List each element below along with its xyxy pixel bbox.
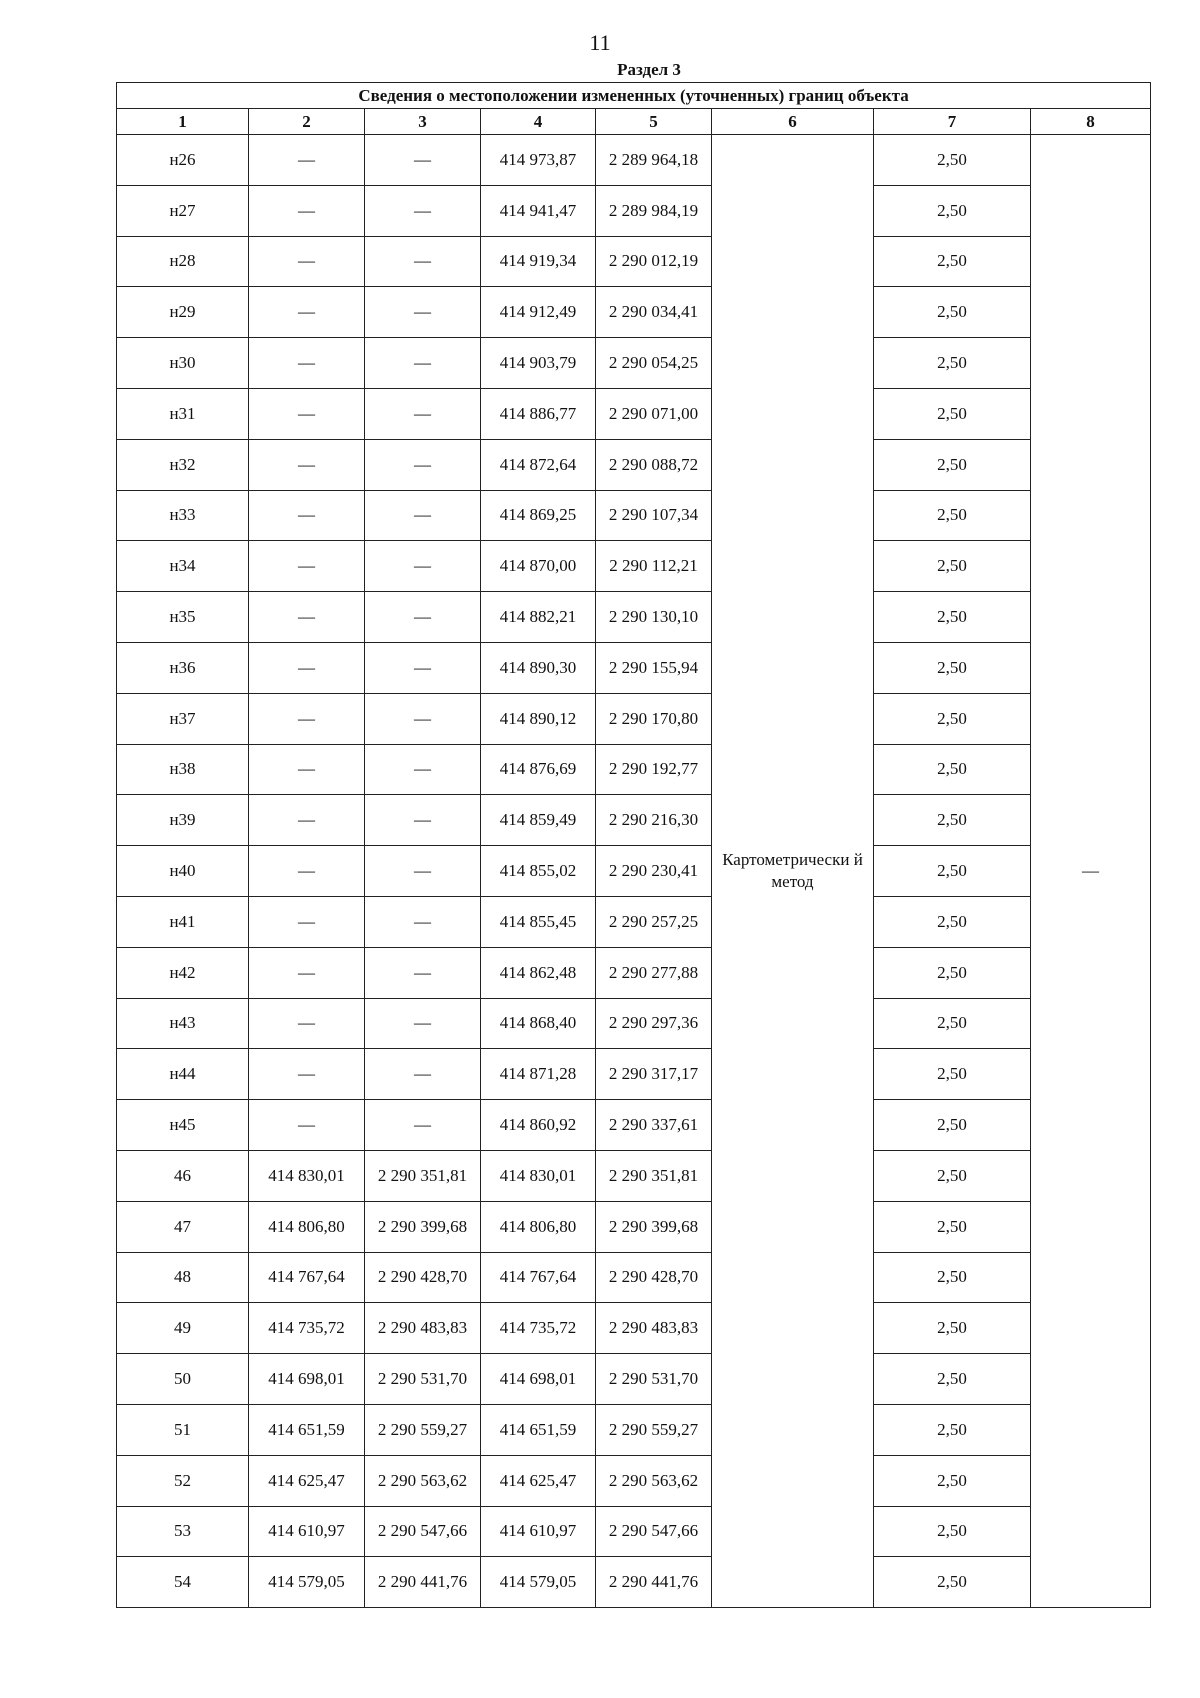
new-y-cell: 2 290 088,72 <box>596 439 712 490</box>
point-id-cell: н32 <box>117 439 249 490</box>
new-y-cell: 2 290 230,41 <box>596 846 712 897</box>
old-y-cell: — <box>365 744 481 795</box>
table-row <box>117 896 1151 947</box>
accuracy-cell: 2,50 <box>874 1354 1031 1405</box>
new-x-cell: 414 870,00 <box>481 541 596 592</box>
new-y-cell: 2 290 034,41 <box>596 287 712 338</box>
old-y-cell: 2 290 441,76 <box>365 1557 481 1608</box>
accuracy-cell: 2,50 <box>874 388 1031 439</box>
table-row <box>117 1354 1151 1405</box>
old-x-cell: 414 610,97 <box>249 1506 365 1557</box>
new-x-cell: 414 890,30 <box>481 642 596 693</box>
new-x-cell: 414 698,01 <box>481 1354 596 1405</box>
point-id-cell: н35 <box>117 592 249 643</box>
column-number-row <box>117 109 1151 135</box>
accuracy-cell: 2,50 <box>874 338 1031 389</box>
table-row <box>117 592 1151 643</box>
old-x-cell: 414 625,47 <box>249 1455 365 1506</box>
accuracy-cell: 2,50 <box>874 135 1031 186</box>
old-y-cell: — <box>365 388 481 439</box>
old-x-cell: — <box>249 236 365 287</box>
old-y-cell: — <box>365 490 481 541</box>
point-id-cell: н33 <box>117 490 249 541</box>
old-y-cell: — <box>365 439 481 490</box>
point-id-cell: н27 <box>117 185 249 236</box>
accuracy-cell: 2,50 <box>874 1100 1031 1151</box>
new-x-cell: 414 872,64 <box>481 439 596 490</box>
new-x-cell: 414 912,49 <box>481 287 596 338</box>
old-x-cell: 414 651,59 <box>249 1404 365 1455</box>
old-x-cell: — <box>249 541 365 592</box>
point-id-cell: 54 <box>117 1557 249 1608</box>
point-id-cell: н26 <box>117 135 249 186</box>
old-x-cell: — <box>249 846 365 897</box>
table-row <box>117 947 1151 998</box>
accuracy-cell: 2,50 <box>874 1303 1031 1354</box>
new-y-cell: 2 290 337,61 <box>596 1100 712 1151</box>
old-x-cell: 414 830,01 <box>249 1150 365 1201</box>
new-y-cell: 2 290 071,00 <box>596 388 712 439</box>
table-row <box>117 1049 1151 1100</box>
new-x-cell: 414 890,12 <box>481 693 596 744</box>
old-y-cell: 2 290 531,70 <box>365 1354 481 1405</box>
point-id-cell: н39 <box>117 795 249 846</box>
old-x-cell: 414 735,72 <box>249 1303 365 1354</box>
old-y-cell: — <box>365 236 481 287</box>
new-y-cell: 2 290 257,25 <box>596 896 712 947</box>
old-x-cell: — <box>249 135 365 186</box>
old-y-cell: — <box>365 185 481 236</box>
point-id-cell: н40 <box>117 846 249 897</box>
old-y-cell: — <box>365 947 481 998</box>
accuracy-cell: 2,50 <box>874 693 1031 744</box>
table-row <box>117 1150 1151 1201</box>
table-row <box>117 795 1151 846</box>
new-y-cell: 2 289 964,18 <box>596 135 712 186</box>
old-y-cell: — <box>365 846 481 897</box>
column-number-6: 6 <box>712 109 874 135</box>
point-id-cell: 52 <box>117 1455 249 1506</box>
point-id-cell: н38 <box>117 744 249 795</box>
new-y-cell: 2 290 428,70 <box>596 1252 712 1303</box>
old-x-cell: — <box>249 947 365 998</box>
point-id-cell: н29 <box>117 287 249 338</box>
old-x-cell: — <box>249 642 365 693</box>
new-x-cell: 414 973,87 <box>481 135 596 186</box>
old-y-cell: — <box>365 693 481 744</box>
new-x-cell: 414 876,69 <box>481 744 596 795</box>
point-id-cell: н30 <box>117 338 249 389</box>
old-x-cell: — <box>249 439 365 490</box>
old-y-cell: — <box>365 287 481 338</box>
old-y-cell: 2 290 428,70 <box>365 1252 481 1303</box>
accuracy-cell: 2,50 <box>874 1506 1031 1557</box>
new-y-cell: 2 290 155,94 <box>596 642 712 693</box>
new-y-cell: 2 290 563,62 <box>596 1455 712 1506</box>
table-row <box>117 1557 1151 1608</box>
old-x-cell: 414 579,05 <box>249 1557 365 1608</box>
new-y-cell: 2 290 441,76 <box>596 1557 712 1608</box>
column-number-8: 8 <box>1031 109 1151 135</box>
new-x-cell: 414 625,47 <box>481 1455 596 1506</box>
table-row <box>117 541 1151 592</box>
table-row <box>117 388 1151 439</box>
table-row <box>117 1506 1151 1557</box>
table-row <box>117 1455 1151 1506</box>
new-y-cell: 2 290 547,66 <box>596 1506 712 1557</box>
new-x-cell: 414 862,48 <box>481 947 596 998</box>
new-y-cell: 2 290 559,27 <box>596 1404 712 1455</box>
table-row <box>117 998 1151 1049</box>
table-row <box>117 693 1151 744</box>
new-x-cell: 414 903,79 <box>481 338 596 389</box>
table-row <box>117 1252 1151 1303</box>
accuracy-cell: 2,50 <box>874 236 1031 287</box>
old-y-cell: 2 290 547,66 <box>365 1506 481 1557</box>
old-y-cell: — <box>365 592 481 643</box>
new-x-cell: 414 855,02 <box>481 846 596 897</box>
old-x-cell: — <box>249 287 365 338</box>
table-row <box>117 287 1151 338</box>
new-x-cell: 414 735,72 <box>481 1303 596 1354</box>
old-x-cell: — <box>249 896 365 947</box>
old-y-cell: — <box>365 541 481 592</box>
table-row <box>117 1303 1151 1354</box>
old-x-cell: — <box>249 998 365 1049</box>
new-y-cell: 2 290 054,25 <box>596 338 712 389</box>
old-x-cell: — <box>249 744 365 795</box>
point-id-cell: н45 <box>117 1100 249 1151</box>
new-y-cell: 2 290 399,68 <box>596 1201 712 1252</box>
accuracy-cell: 2,50 <box>874 490 1031 541</box>
new-x-cell: 414 651,59 <box>481 1404 596 1455</box>
new-x-cell: 414 806,80 <box>481 1201 596 1252</box>
column-number-7: 7 <box>874 109 1031 135</box>
point-id-cell: н42 <box>117 947 249 998</box>
point-id-cell: н37 <box>117 693 249 744</box>
new-x-cell: 414 886,77 <box>481 388 596 439</box>
new-x-cell: 414 869,25 <box>481 490 596 541</box>
table-caption: Сведения о местоположении измененных (уточненных) границ объекта <box>117 83 1151 109</box>
accuracy-cell: 2,50 <box>874 439 1031 490</box>
table-row <box>117 642 1151 693</box>
old-y-cell: — <box>365 795 481 846</box>
accuracy-cell: 2,50 <box>874 185 1031 236</box>
old-y-cell: — <box>365 338 481 389</box>
accuracy-cell: 2,50 <box>874 1049 1031 1100</box>
accuracy-cell: 2,50 <box>874 642 1031 693</box>
page-number: 11 <box>589 30 611 55</box>
new-x-cell: 414 859,49 <box>481 795 596 846</box>
new-y-cell: 2 290 216,30 <box>596 795 712 846</box>
new-y-cell: 2 290 112,21 <box>596 541 712 592</box>
old-x-cell: 414 767,64 <box>249 1252 365 1303</box>
table-row <box>117 338 1151 389</box>
point-id-cell: н41 <box>117 896 249 947</box>
point-id-cell: н28 <box>117 236 249 287</box>
table-row <box>117 490 1151 541</box>
new-y-cell: 2 290 531,70 <box>596 1354 712 1405</box>
old-y-cell: — <box>365 896 481 947</box>
accuracy-cell: 2,50 <box>874 795 1031 846</box>
new-x-cell: 414 855,45 <box>481 896 596 947</box>
column-number-3: 3 <box>365 109 481 135</box>
point-id-cell: 49 <box>117 1303 249 1354</box>
point-id-cell: 48 <box>117 1252 249 1303</box>
old-y-cell: — <box>365 1100 481 1151</box>
old-y-cell: 2 290 399,68 <box>365 1201 481 1252</box>
point-id-cell: 46 <box>117 1150 249 1201</box>
coordinates-table <box>116 82 1151 1608</box>
accuracy-cell: 2,50 <box>874 592 1031 643</box>
old-x-cell: — <box>249 185 365 236</box>
column-number-5: 5 <box>596 109 712 135</box>
accuracy-cell: 2,50 <box>874 1404 1031 1455</box>
new-x-cell: 414 767,64 <box>481 1252 596 1303</box>
point-id-cell: н34 <box>117 541 249 592</box>
table-row <box>117 1100 1151 1151</box>
new-y-cell: 2 290 170,80 <box>596 693 712 744</box>
new-y-cell: 2 290 317,17 <box>596 1049 712 1100</box>
accuracy-cell: 2,50 <box>874 1455 1031 1506</box>
table-row <box>117 439 1151 490</box>
new-x-cell: 414 882,21 <box>481 592 596 643</box>
old-x-cell: — <box>249 338 365 389</box>
old-y-cell: — <box>365 1049 481 1100</box>
table-row <box>117 846 1151 897</box>
new-y-cell: 2 290 012,19 <box>596 236 712 287</box>
old-x-cell: — <box>249 795 365 846</box>
accuracy-cell: 2,50 <box>874 1557 1031 1608</box>
old-x-cell: 414 806,80 <box>249 1201 365 1252</box>
point-id-cell: н31 <box>117 388 249 439</box>
point-id-cell: 47 <box>117 1201 249 1252</box>
accuracy-cell: 2,50 <box>874 896 1031 947</box>
old-x-cell: 414 698,01 <box>249 1354 365 1405</box>
point-id-cell: н36 <box>117 642 249 693</box>
column-number-2: 2 <box>249 109 365 135</box>
old-x-cell: — <box>249 693 365 744</box>
old-y-cell: 2 290 351,81 <box>365 1150 481 1201</box>
table-row <box>117 744 1151 795</box>
column-number-4: 4 <box>481 109 596 135</box>
old-y-cell: — <box>365 642 481 693</box>
point-id-cell: 51 <box>117 1404 249 1455</box>
table-row <box>117 135 1151 186</box>
new-x-cell: 414 860,92 <box>481 1100 596 1151</box>
accuracy-cell: 2,50 <box>874 744 1031 795</box>
old-y-cell: 2 290 563,62 <box>365 1455 481 1506</box>
new-x-cell: 414 868,40 <box>481 998 596 1049</box>
accuracy-cell: 2,50 <box>874 846 1031 897</box>
new-y-cell: 2 290 192,77 <box>596 744 712 795</box>
accuracy-cell: 2,50 <box>874 998 1031 1049</box>
new-x-cell: 414 919,34 <box>481 236 596 287</box>
accuracy-cell: 2,50 <box>874 947 1031 998</box>
new-y-cell: 2 290 483,83 <box>596 1303 712 1354</box>
new-y-cell: 2 289 984,19 <box>596 185 712 236</box>
point-id-cell: 53 <box>117 1506 249 1557</box>
new-x-cell: 414 610,97 <box>481 1506 596 1557</box>
new-y-cell: 2 290 107,34 <box>596 490 712 541</box>
accuracy-cell: 2,50 <box>874 1252 1031 1303</box>
old-x-cell: — <box>249 490 365 541</box>
new-x-cell: 414 579,05 <box>481 1557 596 1608</box>
point-id-cell: 50 <box>117 1354 249 1405</box>
new-x-cell: 414 871,28 <box>481 1049 596 1100</box>
new-y-cell: 2 290 277,88 <box>596 947 712 998</box>
table-body <box>117 135 1151 1608</box>
table-row <box>117 236 1151 287</box>
old-x-cell: — <box>249 592 365 643</box>
accuracy-cell: 2,50 <box>874 1201 1031 1252</box>
table-row <box>117 185 1151 236</box>
accuracy-cell: 2,50 <box>874 541 1031 592</box>
accuracy-cell: 2,50 <box>874 287 1031 338</box>
table-row <box>117 1404 1151 1455</box>
new-y-cell: 2 290 297,36 <box>596 998 712 1049</box>
old-y-cell: 2 290 559,27 <box>365 1404 481 1455</box>
new-x-cell: 414 830,01 <box>481 1150 596 1201</box>
point-id-cell: н43 <box>117 998 249 1049</box>
accuracy-cell: 2,50 <box>874 1150 1031 1201</box>
old-x-cell: — <box>249 1049 365 1100</box>
old-y-cell: — <box>365 998 481 1049</box>
new-y-cell: 2 290 130,10 <box>596 592 712 643</box>
new-x-cell: 414 941,47 <box>481 185 596 236</box>
point-id-cell: н44 <box>117 1049 249 1100</box>
old-y-cell: — <box>365 135 481 186</box>
old-y-cell: 2 290 483,83 <box>365 1303 481 1354</box>
method-cell: Картометрически й метод <box>712 135 874 1608</box>
old-x-cell: — <box>249 1100 365 1151</box>
old-x-cell: — <box>249 388 365 439</box>
new-y-cell: 2 290 351,81 <box>596 1150 712 1201</box>
table-row <box>117 1201 1151 1252</box>
column-8-cell: — <box>1031 135 1151 1608</box>
column-number-1: 1 <box>117 109 249 135</box>
section-title: Раздел 3 <box>617 60 681 79</box>
